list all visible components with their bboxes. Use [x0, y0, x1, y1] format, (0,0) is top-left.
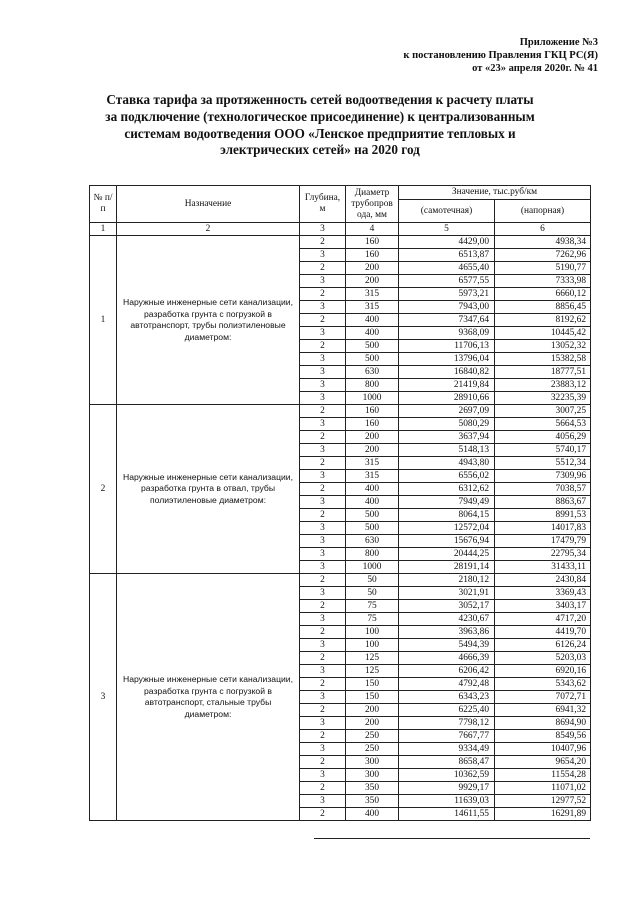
gravity-value-cell: 6343,23 [399, 691, 495, 704]
pressure-value-cell: 10407,96 [495, 743, 591, 756]
col-number: 4 [346, 223, 399, 236]
title-line-4: электрических сетей» на 2020 год [220, 142, 420, 158]
gravity-value-cell: 4429,00 [399, 236, 495, 249]
diameter-cell: 160 [346, 405, 399, 418]
diameter-cell: 315 [346, 457, 399, 470]
gravity-value-cell: 15676,94 [399, 535, 495, 548]
gravity-value-cell: 7798,12 [399, 717, 495, 730]
pressure-value-cell: 8863,67 [495, 496, 591, 509]
pressure-value-cell: 23883,12 [495, 379, 591, 392]
gravity-value-cell: 13796,04 [399, 353, 495, 366]
gravity-value-cell: 11706,13 [399, 340, 495, 353]
depth-cell: 3 [300, 496, 346, 509]
gravity-value-cell: 2697,09 [399, 405, 495, 418]
depth-cell: 2 [300, 574, 346, 587]
diameter-cell: 1000 [346, 392, 399, 405]
diameter-cell: 315 [346, 288, 399, 301]
pressure-value-cell: 8694,90 [495, 717, 591, 730]
diameter-cell: 400 [346, 327, 399, 340]
gravity-value-cell: 28191,14 [399, 561, 495, 574]
col-number: 6 [495, 223, 591, 236]
gravity-value-cell: 4230,67 [399, 613, 495, 626]
diameter-cell: 150 [346, 678, 399, 691]
depth-cell: 3 [300, 470, 346, 483]
appendix-decree: к постановлению Правления ГКЦ РС(Я) [403, 50, 598, 61]
diameter-cell: 160 [346, 418, 399, 431]
depth-cell: 2 [300, 626, 346, 639]
depth-cell: 3 [300, 379, 346, 392]
gravity-value-cell: 7347,64 [399, 314, 495, 327]
pressure-value-cell: 6126,24 [495, 639, 591, 652]
pressure-value-cell: 11554,28 [495, 769, 591, 782]
tariff-table [89, 185, 591, 821]
pressure-value-cell: 9654,20 [495, 756, 591, 769]
depth-cell: 2 [300, 262, 346, 275]
depth-cell: 3 [300, 392, 346, 405]
diameter-cell: 250 [346, 743, 399, 756]
gravity-value-cell: 6513,87 [399, 249, 495, 262]
depth-cell: 3 [300, 366, 346, 379]
depth-cell: 3 [300, 275, 346, 288]
pressure-value-cell: 5190,77 [495, 262, 591, 275]
diameter-cell: 300 [346, 769, 399, 782]
depth-cell: 2 [300, 704, 346, 717]
gravity-value-cell: 5080,29 [399, 418, 495, 431]
depth-cell: 2 [300, 483, 346, 496]
diameter-cell: 630 [346, 535, 399, 548]
depth-cell: 2 [300, 782, 346, 795]
depth-cell: 2 [300, 431, 346, 444]
depth-cell: 2 [300, 600, 346, 613]
gravity-value-cell: 7943,00 [399, 301, 495, 314]
gravity-value-cell: 10362,59 [399, 769, 495, 782]
title-line-1: Ставка тарифа за протяженность сетей водоотведения к расчету платы [106, 92, 534, 107]
pressure-value-cell: 6660,12 [495, 288, 591, 301]
pressure-value-cell: 5664,53 [495, 418, 591, 431]
pressure-value-cell: 4056,29 [495, 431, 591, 444]
pressure-value-cell: 5343,62 [495, 678, 591, 691]
table-row [90, 405, 591, 418]
gravity-value-cell: 4792,48 [399, 678, 495, 691]
diameter-cell: 350 [346, 782, 399, 795]
header-diameter: Диаметр трубопров ода, мм [346, 186, 399, 223]
pressure-value-cell: 16291,89 [495, 808, 591, 821]
diameter-cell: 1000 [346, 561, 399, 574]
depth-cell: 2 [300, 678, 346, 691]
depth-cell: 3 [300, 613, 346, 626]
pressure-value-cell: 6920,16 [495, 665, 591, 678]
pressure-value-cell: 8549,56 [495, 730, 591, 743]
depth-cell: 3 [300, 353, 346, 366]
pressure-value-cell: 15382,58 [495, 353, 591, 366]
pressure-value-cell: 7309,96 [495, 470, 591, 483]
pressure-value-cell: 2430,84 [495, 574, 591, 587]
depth-cell: 2 [300, 314, 346, 327]
pressure-value-cell: 5203,03 [495, 652, 591, 665]
depth-cell: 3 [300, 535, 346, 548]
pressure-value-cell: 3007,25 [495, 405, 591, 418]
depth-cell: 3 [300, 444, 346, 457]
pressure-value-cell: 17479,79 [495, 535, 591, 548]
depth-cell: 2 [300, 509, 346, 522]
diameter-cell: 75 [346, 613, 399, 626]
col-number: 2 [117, 223, 300, 236]
pressure-value-cell: 8192,62 [495, 314, 591, 327]
gravity-value-cell: 5973,21 [399, 288, 495, 301]
column-numbers-row [90, 223, 591, 236]
pressure-value-cell: 4938,34 [495, 236, 591, 249]
tariff-table-body [90, 186, 591, 821]
depth-cell: 3 [300, 665, 346, 678]
pressure-value-cell: 7333,98 [495, 275, 591, 288]
depth-cell: 2 [300, 288, 346, 301]
gravity-value-cell: 9368,09 [399, 327, 495, 340]
col-number: 3 [300, 223, 346, 236]
depth-cell: 3 [300, 769, 346, 782]
diameter-cell: 400 [346, 314, 399, 327]
gravity-value-cell: 16840,82 [399, 366, 495, 379]
row-number: 1 [90, 236, 117, 405]
pressure-value-cell: 14017,83 [495, 522, 591, 535]
appendix-date: от «23» апреля 2020г. № 41 [472, 63, 598, 74]
gravity-value-cell: 3021,91 [399, 587, 495, 600]
diameter-cell: 315 [346, 301, 399, 314]
diameter-cell: 150 [346, 691, 399, 704]
pressure-value-cell: 6941,32 [495, 704, 591, 717]
diameter-cell: 50 [346, 587, 399, 600]
row-number: 3 [90, 574, 117, 821]
depth-cell: 3 [300, 717, 346, 730]
depth-cell: 2 [300, 340, 346, 353]
depth-cell: 3 [300, 561, 346, 574]
diameter-cell: 160 [346, 249, 399, 262]
depth-cell: 2 [300, 236, 346, 249]
pressure-value-cell: 32235,39 [495, 392, 591, 405]
pressure-value-cell: 12977,52 [495, 795, 591, 808]
depth-cell: 3 [300, 301, 346, 314]
gravity-value-cell: 28910,66 [399, 392, 495, 405]
table-row [90, 236, 591, 249]
pressure-value-cell: 11071,02 [495, 782, 591, 795]
gravity-value-cell: 7949,49 [399, 496, 495, 509]
diameter-cell: 200 [346, 704, 399, 717]
diameter-cell: 800 [346, 379, 399, 392]
diameter-cell: 800 [346, 548, 399, 561]
gravity-value-cell: 4943,80 [399, 457, 495, 470]
row-description: Наружные инженерные сети канализации, разработка грунта с погрузкой в автотранспорт, стальные трубы диаметром: [117, 574, 300, 821]
appendix-number: Приложение №3 [519, 37, 598, 48]
table-bottom-border [314, 838, 590, 839]
depth-cell: 3 [300, 327, 346, 340]
gravity-value-cell: 11639,03 [399, 795, 495, 808]
header-depth: Глубина, м [300, 186, 346, 223]
depth-cell: 3 [300, 418, 346, 431]
diameter-cell: 500 [346, 509, 399, 522]
diameter-cell: 300 [346, 756, 399, 769]
gravity-value-cell: 5494,39 [399, 639, 495, 652]
diameter-cell: 160 [346, 236, 399, 249]
depth-cell: 2 [300, 730, 346, 743]
pressure-value-cell: 5740,17 [495, 444, 591, 457]
gravity-value-cell: 8658,47 [399, 756, 495, 769]
header-row [90, 186, 591, 200]
pressure-value-cell: 8991,53 [495, 509, 591, 522]
depth-cell: 3 [300, 639, 346, 652]
diameter-cell: 50 [346, 574, 399, 587]
pressure-value-cell: 7072,71 [495, 691, 591, 704]
header-pressure: (напорная) [495, 200, 591, 223]
diameter-cell: 500 [346, 353, 399, 366]
depth-cell: 3 [300, 522, 346, 535]
diameter-cell: 350 [346, 795, 399, 808]
pressure-value-cell: 3369,43 [495, 587, 591, 600]
gravity-value-cell: 3637,94 [399, 431, 495, 444]
pressure-value-cell: 3403,17 [495, 600, 591, 613]
depth-cell: 2 [300, 756, 346, 769]
row-number: 2 [90, 405, 117, 574]
diameter-cell: 100 [346, 626, 399, 639]
gravity-value-cell: 21419,84 [399, 379, 495, 392]
diameter-cell: 200 [346, 444, 399, 457]
gravity-value-cell: 8064,15 [399, 509, 495, 522]
depth-cell: 3 [300, 691, 346, 704]
pressure-value-cell: 10445,42 [495, 327, 591, 340]
document-title [80, 92, 560, 159]
gravity-value-cell: 7667,77 [399, 730, 495, 743]
diameter-cell: 200 [346, 275, 399, 288]
pressure-value-cell: 4717,20 [495, 613, 591, 626]
col-number: 1 [90, 223, 117, 236]
header-purpose: Назначение [117, 186, 300, 223]
depth-cell: 2 [300, 808, 346, 821]
diameter-cell: 400 [346, 808, 399, 821]
header-value: Значение, тыс.руб/км [399, 186, 591, 200]
pressure-value-cell: 7262,96 [495, 249, 591, 262]
pressure-value-cell: 8856,45 [495, 301, 591, 314]
gravity-value-cell: 14611,55 [399, 808, 495, 821]
gravity-value-cell: 9334,49 [399, 743, 495, 756]
depth-cell: 3 [300, 587, 346, 600]
diameter-cell: 500 [346, 522, 399, 535]
gravity-value-cell: 6577,55 [399, 275, 495, 288]
diameter-cell: 630 [346, 366, 399, 379]
gravity-value-cell: 12572,04 [399, 522, 495, 535]
diameter-cell: 400 [346, 483, 399, 496]
diameter-cell: 125 [346, 665, 399, 678]
gravity-value-cell: 5148,13 [399, 444, 495, 457]
diameter-cell: 315 [346, 470, 399, 483]
title-line-3: системам водоотведения ООО «Ленское предприятие тепловых и [124, 125, 516, 141]
depth-cell: 2 [300, 405, 346, 418]
diameter-cell: 125 [346, 652, 399, 665]
depth-cell: 3 [300, 743, 346, 756]
gravity-value-cell: 6206,42 [399, 665, 495, 678]
depth-cell: 3 [300, 795, 346, 808]
table-row [90, 574, 591, 587]
gravity-value-cell: 6556,02 [399, 470, 495, 483]
diameter-cell: 75 [346, 600, 399, 613]
gravity-value-cell: 4655,40 [399, 262, 495, 275]
depth-cell: 2 [300, 652, 346, 665]
gravity-value-cell: 9929,17 [399, 782, 495, 795]
diameter-cell: 500 [346, 340, 399, 353]
pressure-value-cell: 7038,57 [495, 483, 591, 496]
diameter-cell: 250 [346, 730, 399, 743]
diameter-cell: 400 [346, 496, 399, 509]
gravity-value-cell: 20444,25 [399, 548, 495, 561]
title-line-2: за подключение (технологическое присоединение) к централизованным [105, 108, 535, 124]
pressure-value-cell: 22795,34 [495, 548, 591, 561]
depth-cell: 2 [300, 457, 346, 470]
gravity-value-cell: 4666,39 [399, 652, 495, 665]
appendix-header [298, 36, 598, 75]
gravity-value-cell: 3052,17 [399, 600, 495, 613]
pressure-value-cell: 31433,11 [495, 561, 591, 574]
depth-cell: 3 [300, 548, 346, 561]
row-description: Наружные инженерные сети канализации, разработка грунта в отвал, трубы полиэтиленовые диаметром: [117, 405, 300, 574]
gravity-value-cell: 6312,62 [399, 483, 495, 496]
gravity-value-cell: 6225,40 [399, 704, 495, 717]
pressure-value-cell: 4419,70 [495, 626, 591, 639]
diameter-cell: 200 [346, 262, 399, 275]
diameter-cell: 200 [346, 717, 399, 730]
row-description: Наружные инженерные сети канализации, разработка грунта с погрузкой в автотранспорт, трубы полиэтиленовые диаметром: [117, 236, 300, 405]
pressure-value-cell: 5512,34 [495, 457, 591, 470]
pressure-value-cell: 18777,51 [495, 366, 591, 379]
depth-cell: 3 [300, 249, 346, 262]
col-number: 5 [399, 223, 495, 236]
pressure-value-cell: 13052,32 [495, 340, 591, 353]
gravity-value-cell: 2180,12 [399, 574, 495, 587]
gravity-value-cell: 3963,86 [399, 626, 495, 639]
diameter-cell: 100 [346, 639, 399, 652]
header-num: № п/п [90, 186, 117, 223]
header-gravity: (самотечная) [399, 200, 495, 223]
diameter-cell: 200 [346, 431, 399, 444]
